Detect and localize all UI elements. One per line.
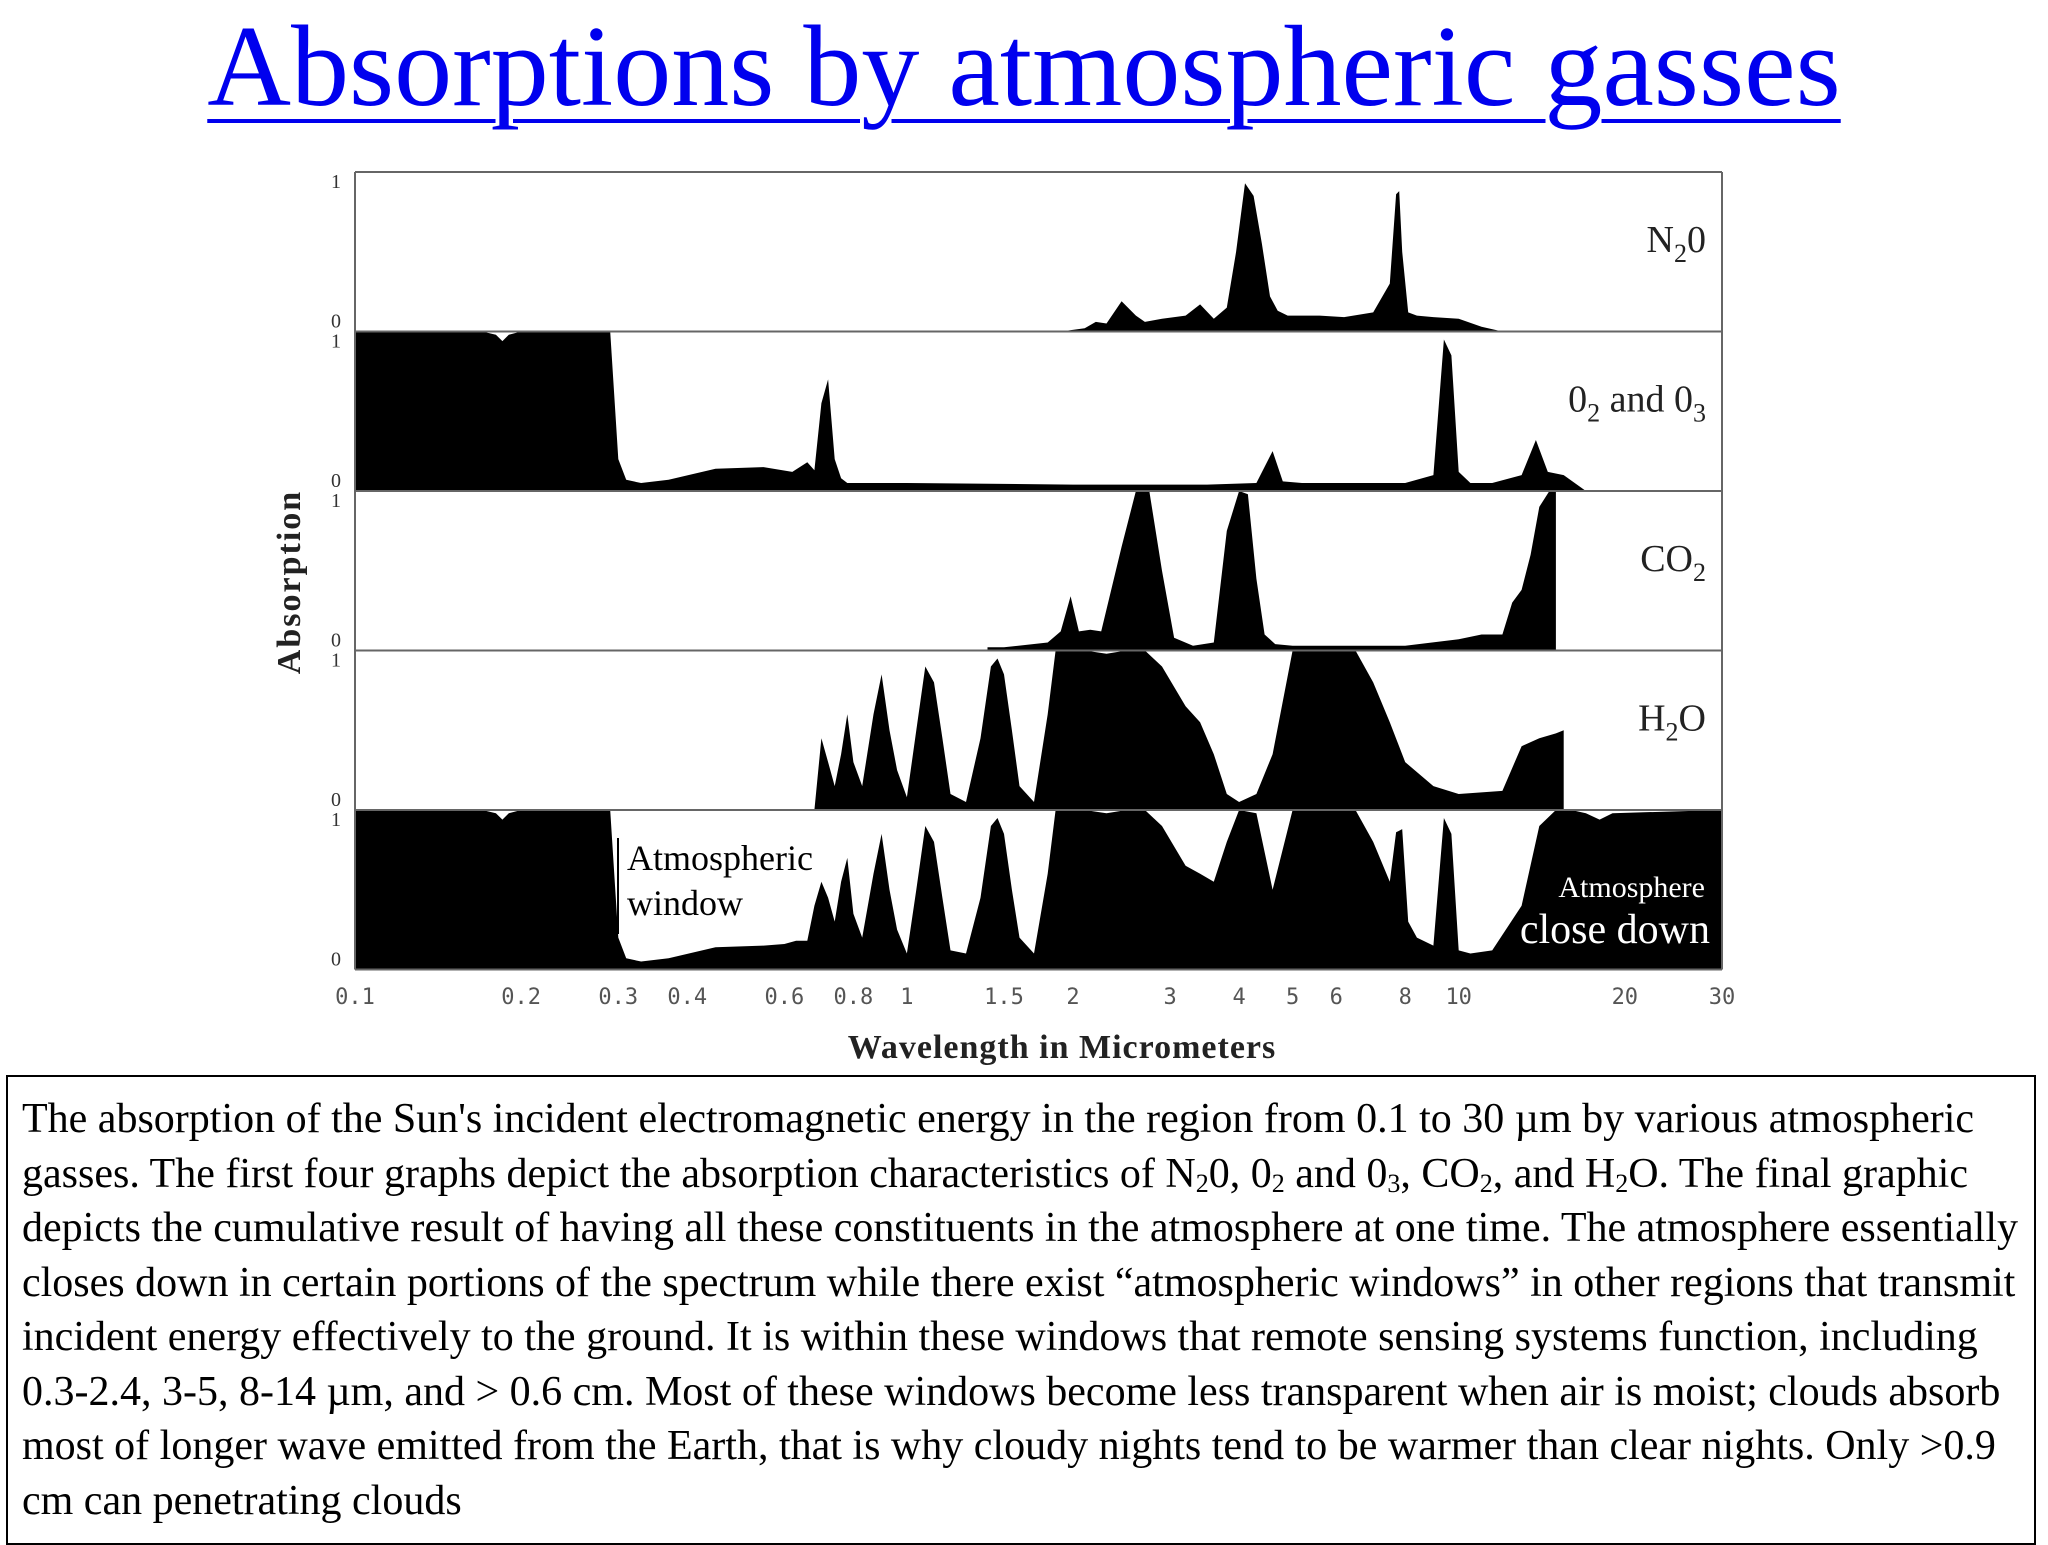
y-tick-top-panel-4: 1 — [331, 649, 341, 672]
x-tick-3: 3 — [1163, 985, 1177, 1010]
y-tick-top-panel-5: 1 — [331, 809, 341, 831]
absorption-area-panel-5 — [355, 810, 1722, 970]
x-tick-0.2: 0.2 — [501, 985, 541, 1010]
x-tick-20: 20 — [1611, 985, 1639, 1010]
atmospheric-window-label: Atmospheric — [627, 838, 813, 878]
y-tick-bottom-panel-4: 0 — [331, 789, 341, 811]
x-tick-30: 30 — [1708, 985, 1736, 1010]
series-label-panel-4: $H_2O$ — [1638, 697, 1706, 747]
series-label-panel-1: $N_20$ — [1646, 219, 1706, 268]
x-tick-0.6: 0.6 — [764, 985, 805, 1010]
y-tick-bottom-panel-3: 0 — [331, 629, 341, 652]
y-tick-top-panel-1: 1 — [331, 171, 341, 193]
absorption-area-panel-3 — [988, 491, 1556, 651]
y-tick-top-panel-3: 1 — [331, 490, 341, 512]
absorption-area-panel-1 — [1061, 183, 1503, 331]
window-label: window — [627, 883, 743, 923]
x-tick-2: 2 — [1066, 985, 1080, 1010]
series-label-panel-3: $CO_2$ — [1640, 538, 1706, 587]
atmosphere-label: Atmosphere — [1558, 871, 1705, 904]
y-tick-bottom-panel-2: 0 — [331, 470, 341, 492]
x-tick-8: 8 — [1398, 985, 1412, 1010]
x-tick-0.4: 0.4 — [667, 985, 708, 1010]
x-tick-6: 6 — [1329, 985, 1343, 1010]
absorption-area-panel-4 — [814, 651, 1563, 811]
x-axis-label: Wavelength in Micrometers — [847, 1029, 1277, 1066]
x-tick-0.1: 0.1 — [335, 985, 375, 1010]
x-tick-4: 4 — [1232, 985, 1246, 1010]
series-label-panel-2: $0_2$ and $0_3$ — [1568, 378, 1706, 428]
y-tick-bottom-panel-5: 0 — [331, 948, 341, 971]
x-tick-0.8: 0.8 — [833, 985, 874, 1010]
absorption-area-panel-2 — [355, 332, 1586, 492]
x-tick-1: 1 — [900, 985, 914, 1010]
close-down-label: close down — [1519, 907, 1710, 953]
y-axis-label: Absorption — [271, 489, 308, 675]
y-tick-bottom-panel-1: 0 — [331, 310, 341, 333]
page-title[interactable]: Absorptions by atmospheric gasses — [207, 3, 1841, 131]
x-tick-5: 5 — [1285, 985, 1300, 1010]
y-tick-top-panel-2: 1 — [331, 330, 341, 353]
caption-text: The absorption of the Sun's incident electromagnetic energy in the region from 0.1 to 30 µm by various atmospheric gasses. The first four graphs depict the absorption characteristics of $N_20$, $0_2$ and $0_3$, $CO_2$, and $H_2O$. The final graphic depicts the cumulative result of having all these constituents in the atmosphere at one time. The atmosphere essentially closes down in certain portions of the spectrum while there exist “atmospheric windows” in other regions that transmit incident energy effectively to the ground. It is within these windows that remote sensing systems function, including 0.3-2.4, 3-5, 8-14 µm, and > 0.6 cm. Most of these windows become less transparent when air is moist; clouds absorb most of longer wave emitted from the Earth, that is why cloudy nights tend to be warmer than clear nights. Only >0.9 cm can penetrating clouds — [22, 1096, 2019, 1524]
x-tick-0.3: 0.3 — [598, 985, 639, 1010]
caption-box — [6, 1075, 2036, 1545]
x-tick-1.5: 1.5 — [984, 985, 1024, 1010]
x-tick-10: 10 — [1445, 985, 1472, 1010]
